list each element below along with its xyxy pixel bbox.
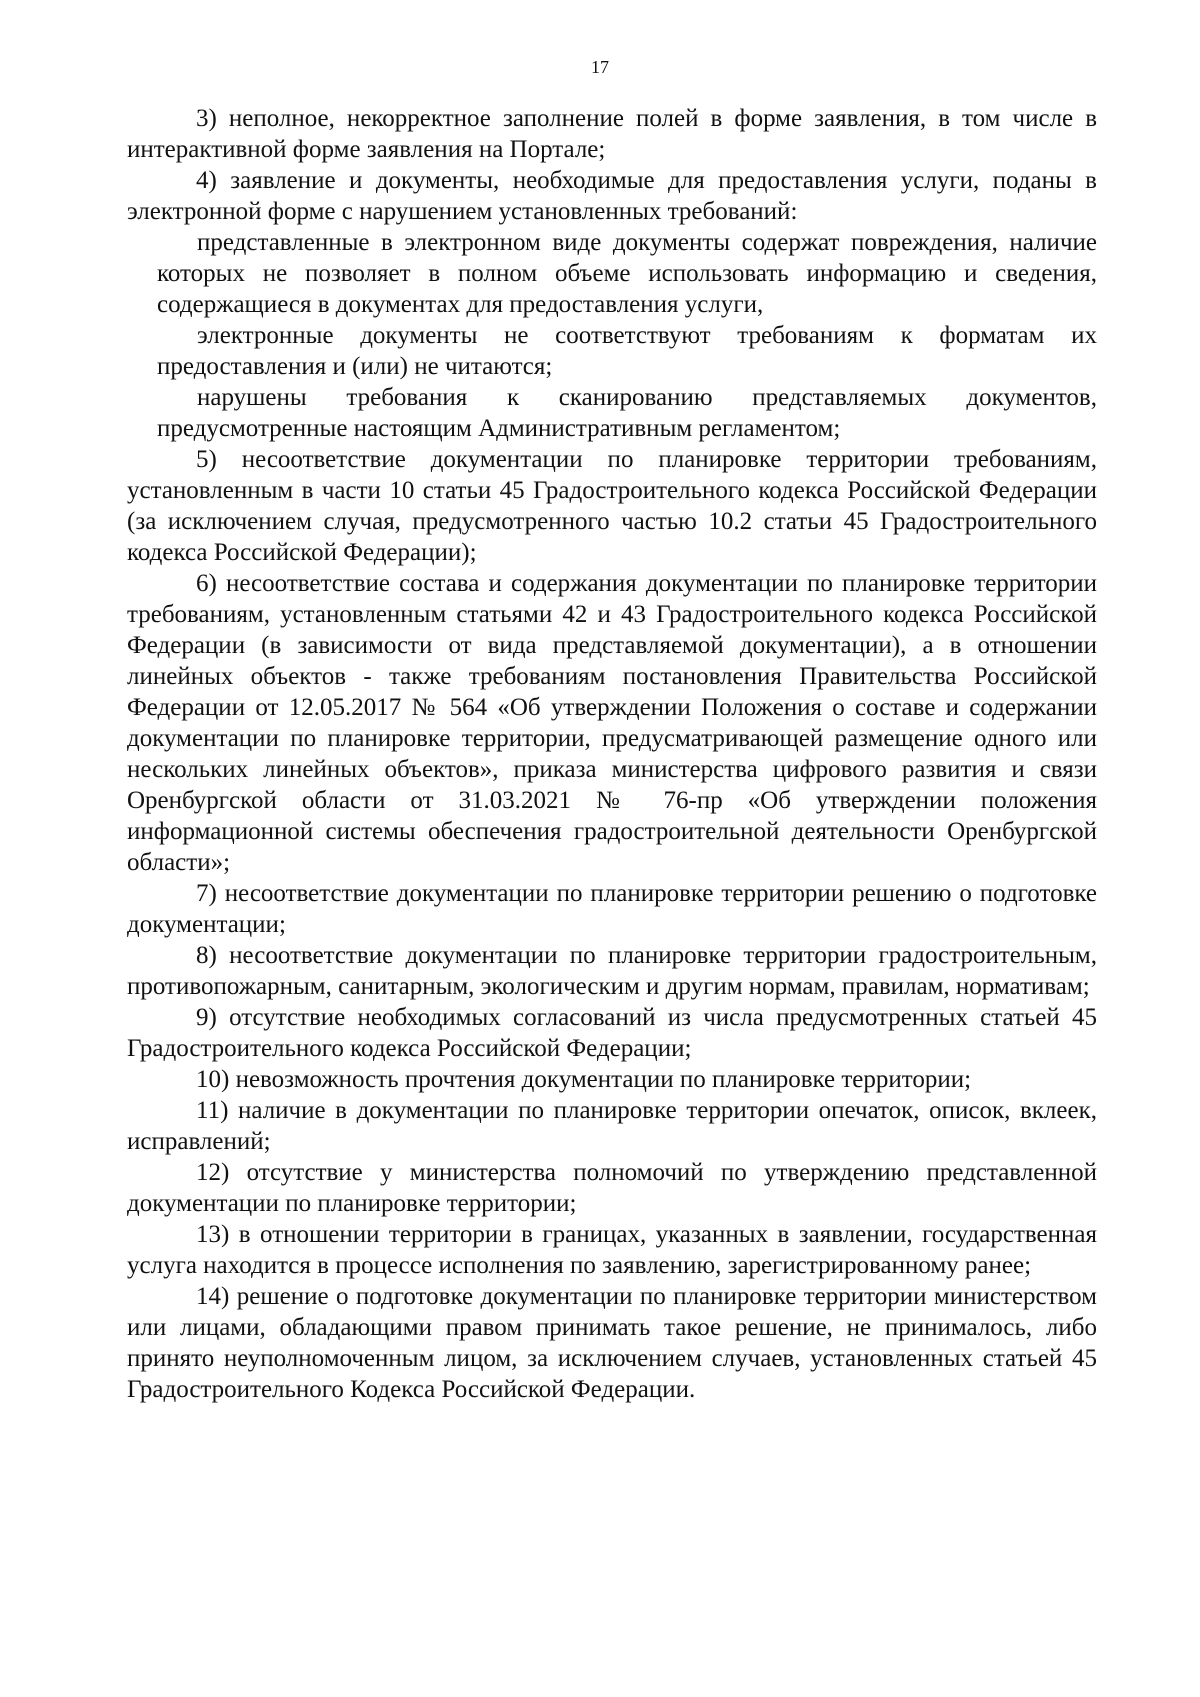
- paragraph-item-4-damaged-documents: представленные в электронном виде документы содержат повреждения, наличие которых не позволяет в полном объеме использовать информацию и сведения, содержащиеся в документах для предоставления услуги,: [157, 229, 1097, 318]
- paragraph-item-14: 14) решение о подготовке документации по планировке территории министерством или лицами, обладающими правом принимать такое решение, не принималось, либо принято неуполномоченным лицом, за исключением случаев, установленных статьей 45 Градостроительного Кодекса Российской Федерации.: [127, 1283, 1097, 1403]
- paragraph-item-12: 12) отсутствие у министерства полномочий по утверждению представленной документации по планировке территории;: [127, 1159, 1097, 1217]
- paragraph-item-11: 11) наличие в документации по планировке территории опечаток, описок, вклеек, исправлений;: [127, 1097, 1097, 1155]
- paragraph-item-7: 7) несоответствие документации по планировке территории решению о подготовке документации;: [127, 880, 1097, 938]
- paragraph-item-4: 4) заявление и документы, необходимые для предоставления услуги, поданы в электронной форме с нарушением установленных требований:: [127, 167, 1097, 225]
- paragraph-item-5: 5) несоответствие документации по планировке территории требованиям, установленным в части 10 статьи 45 Градостроительного кодекса Российской Федерации (за исключением случая, предусмотренного частью 10.2 статьи 45 Градостроительного кодекса Российской Федерации);: [127, 446, 1097, 566]
- paragraph-item-3: 3) неполное, некорректное заполнение полей в форме заявления, в том числе в интерактивной форме заявления на Портале;: [127, 105, 1097, 163]
- paragraph-item-9: 9) отсутствие необходимых согласований из числа предусмотренных статьей 45 Градостроительного кодекса Российской Федерации;: [127, 1004, 1097, 1062]
- paragraph-item-10: 10) невозможность прочтения документации по планировке территории;: [196, 1066, 972, 1093]
- paragraph-item-8: 8) несоответствие документации по планировке территории градостроительным, противопожарным, санитарным, экологическим и другим нормам, правилам, нормативам;: [127, 942, 1097, 1000]
- document-body: [127, 103, 1097, 1405]
- paragraph-item-4-scanning-requirements: нарушены требования к сканированию представляемых документов, предусмотренные настоящим Административным регламентом;: [157, 384, 1097, 442]
- page-number: 17: [591, 57, 609, 77]
- paragraph-item-4-format-mismatch: электронные документы не соответствуют требованиям к форматам их предоставления и (или) не читаются;: [157, 322, 1097, 380]
- paragraph-item-13: 13) в отношении территории в границах, указанных в заявлении, государственная услуга находится в процессе исполнения по заявлению, зарегистрированному ранее;: [127, 1221, 1097, 1279]
- paragraph-item-6: 6) несоответствие состава и содержания документации по планировке территории требованиям, установленным статьями 42 и 43 Градостроительного кодекса Российской Федерации (в зависимости от вида представляемой документации), а в отношении линейных объектов - также требованиям постановления Правительства Российской Федерации от 12.05.2017 № 564 «Об утверждении Положения о составе и содержании документации по планировке территории, предусматривающей размещение одного или нескольких линейных объектов», приказа министерства цифрового развития и связи Оренбургской области от 31.03.2021 № 76-пр «Об утверждении положения информационной системы обеспечения градостроительной деятельности Оренбургской области»;: [127, 570, 1097, 876]
